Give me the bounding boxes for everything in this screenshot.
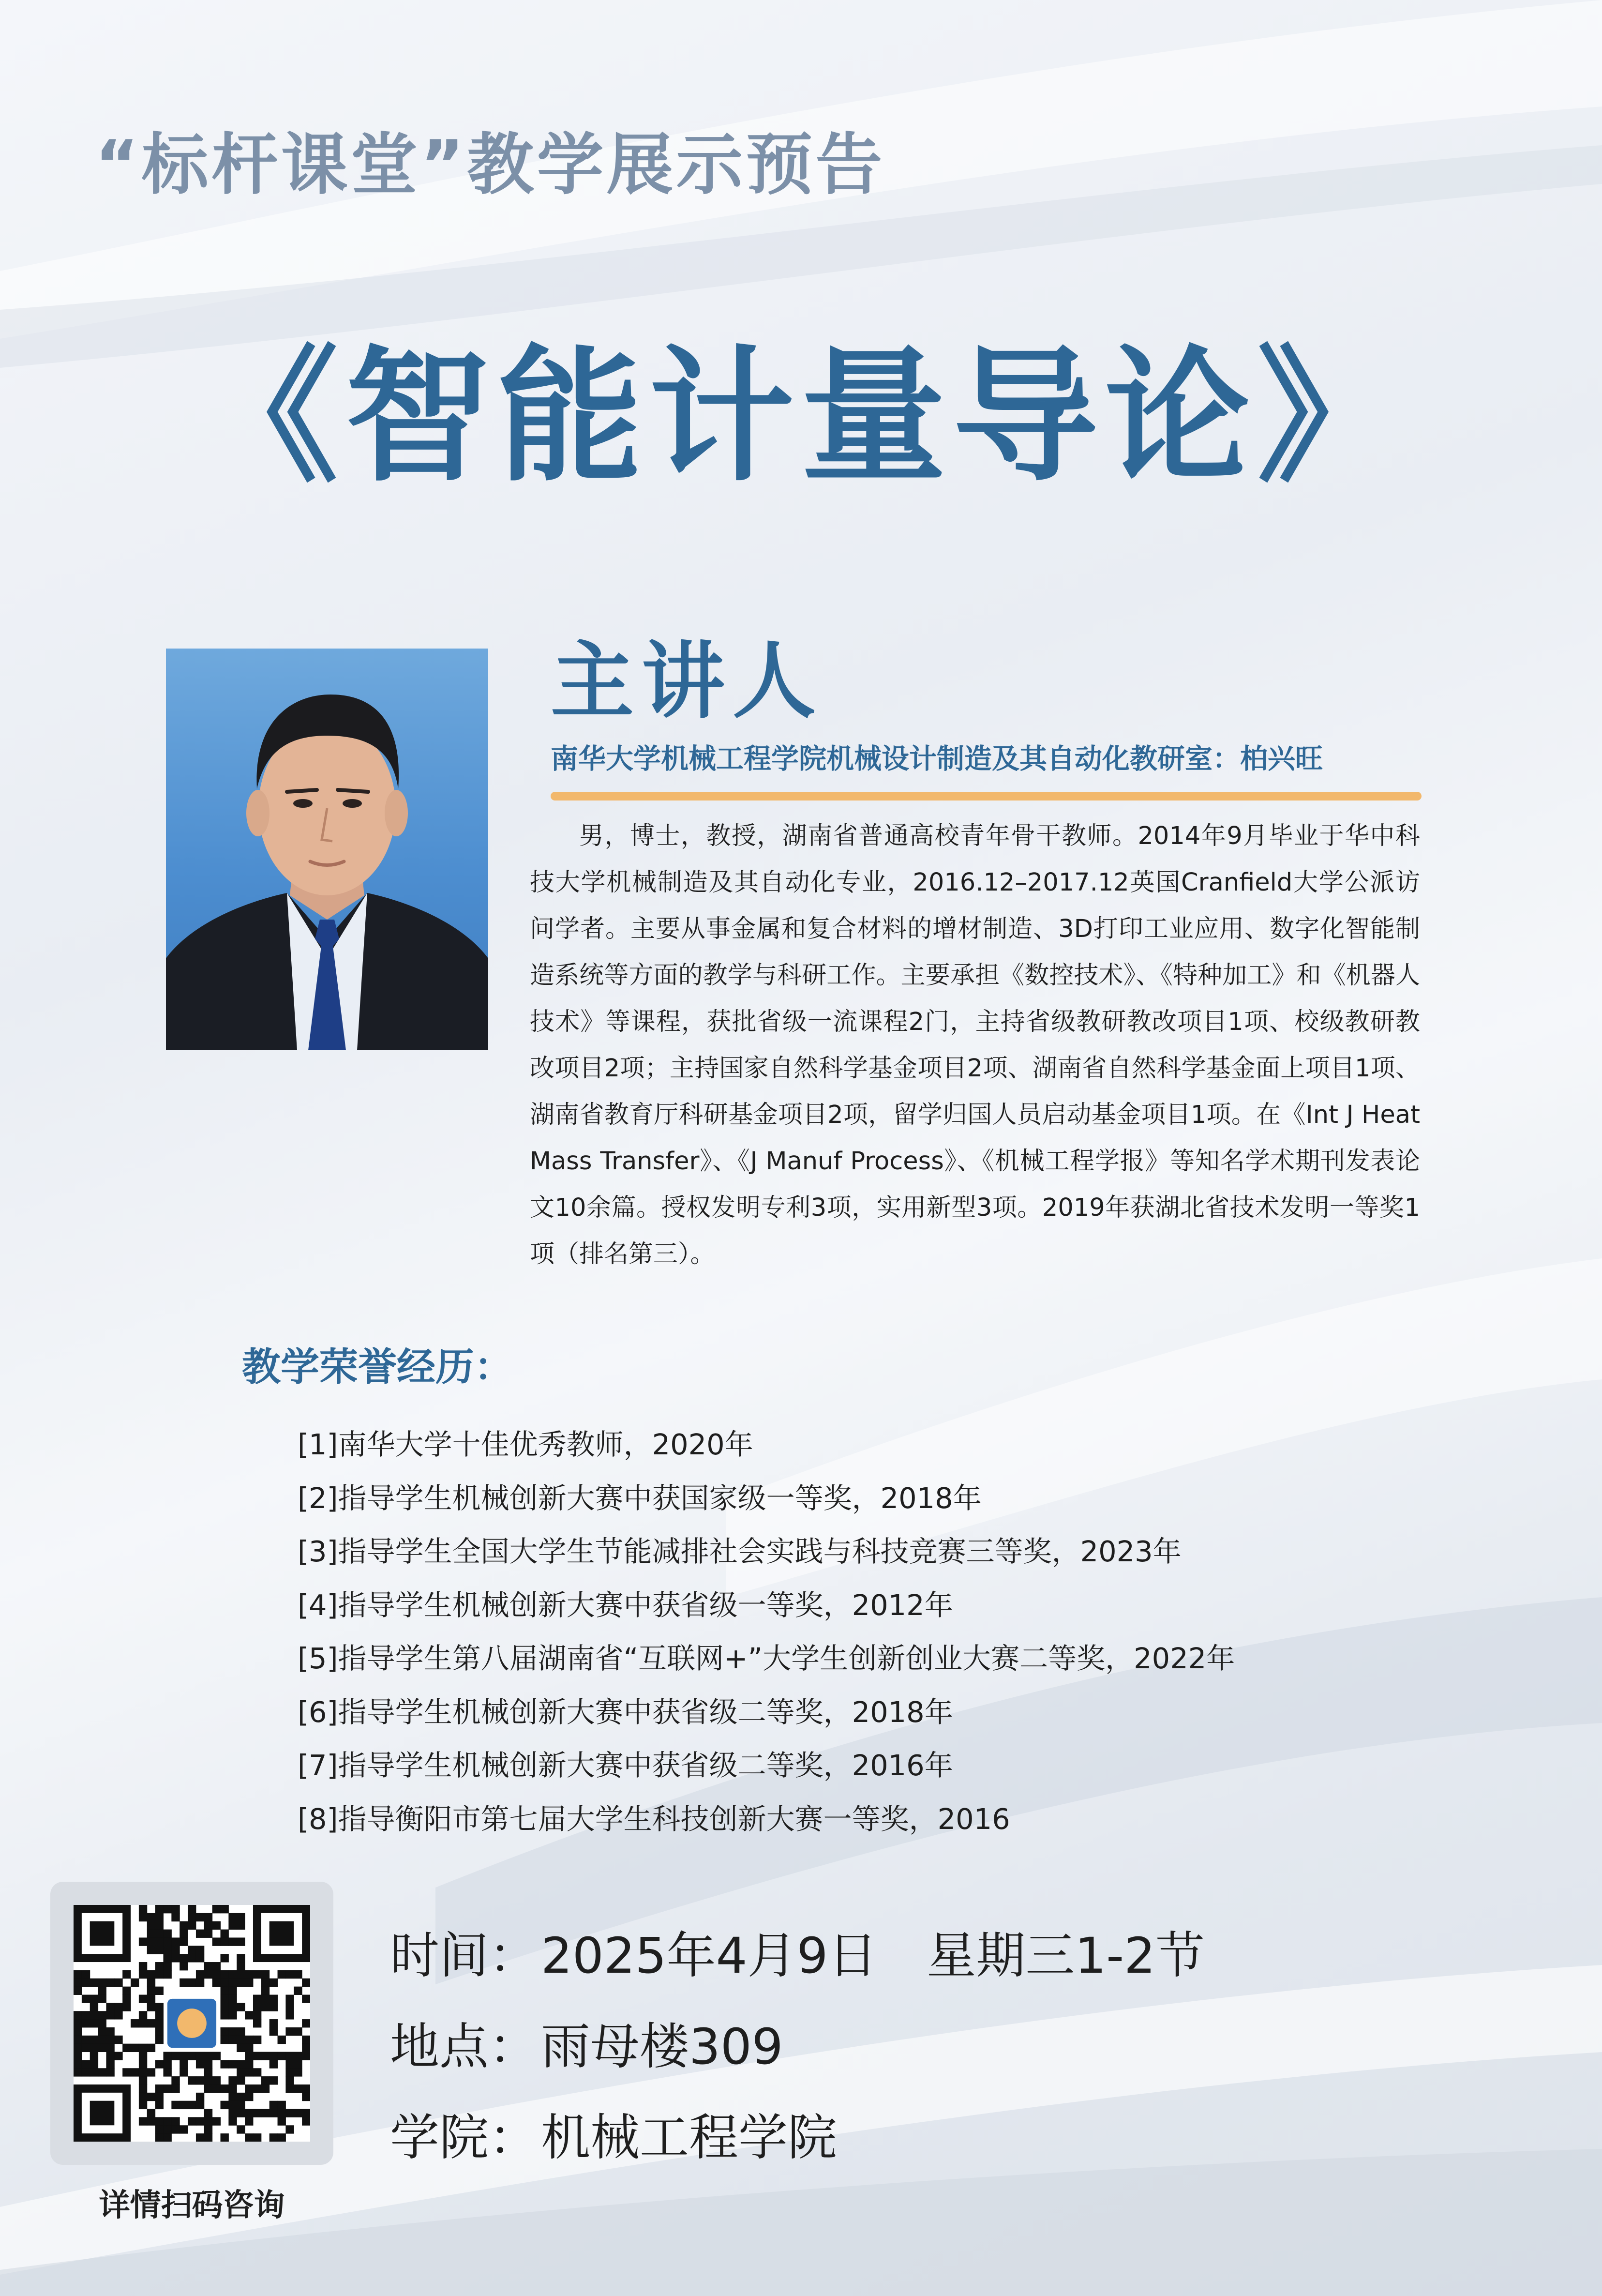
honor-item: [6]指导学生机械创新大赛中获省级二等奖，2018年 — [298, 1695, 953, 1729]
portrait-illustration — [166, 649, 488, 1050]
event-time — [390, 1917, 1205, 1987]
speaker-heading: 主讲人 — [551, 633, 823, 730]
place-label: 地点： — [390, 2018, 538, 2076]
honors-heading: 教学荣誉经历： — [242, 1344, 513, 1390]
honor-item: [7]指导学生机械创新大赛中获省级二等奖，2016年 — [298, 1749, 953, 1782]
qr-code-icon — [74, 1905, 310, 2142]
time-value: 2025年4月9日 星期三1-2节 — [541, 1927, 1205, 1985]
qr-code-card[interactable] — [50, 1882, 333, 2165]
honor-item: [3]指导学生全国大学生节能减排社会实践与科技竞赛三等奖，2023年 — [298, 1535, 1182, 1568]
event-school — [390, 2099, 837, 2169]
series-title: “标杆课堂”教学展示预告 — [95, 126, 885, 204]
honor-item: [4]指导学生机械创新大赛中获省级一等奖，2012年 — [298, 1588, 953, 1622]
speaker-photo — [166, 649, 488, 1050]
honor-item: [1]南华大学十佳优秀教师，2020年 — [298, 1428, 753, 1461]
school-value: 机械工程学院 — [541, 2109, 837, 2167]
orange-divider — [551, 792, 1422, 801]
time-label: 时间： — [390, 1927, 538, 1985]
speaker-bio: 男，博士，教授，湖南省普通高校青年骨干教师。2014年9月毕业于华中科技大学机械制造及其自动化专业，2016.12–2017.12英国Cranfield大学公派访问学者。主要从事金属和复合材料的增材制造、3D打印工业应用、数字化智能制造系统等方面的教学与科研工作。主要承担《数控技术》、《特种加工》和《机器人技术》等课程，获批省级一流课程2门，主持省级教研教改项目1项、校级教研教改项目2项；主持国家自然科学基金项目2项、湖南省自然科学基金面上项目1项、湖南省教育厅科研基金项目2项，留学归国人员启动基金项目1项。在《Int J Heat Mass Transfer》、《J Manuf Process》、《机械工程学报》等知名学术期刊发表论文10余篇。授权发明专利3项，实用新型3项。2019年获湖北省技术发明一等奖1项（排名第三）。 — [530, 822, 1420, 1269]
honor-item: [2]指导学生机械创新大赛中获国家级一等奖，2018年 — [298, 1481, 982, 1515]
speaker-affiliation: 南华大学机械工程学院机械设计制造及其自动化教研室：柏兴旺 — [551, 743, 1323, 775]
honor-item: [8]指导衡阳市第七届大学生科技创新大赛一等奖，2016 — [298, 1802, 1010, 1836]
event-place — [390, 2008, 783, 2078]
honor-item: [5]指导学生第八届湖南省“互联网+”大学生创新创业大赛二等奖，2022年 — [298, 1642, 1235, 1675]
honors-list — [298, 1418, 1235, 1846]
course-title: 《智能计量导论》 — [193, 332, 1409, 501]
school-label: 学院： — [390, 2109, 538, 2167]
qr-caption: 详情扫码咨询 — [99, 2188, 285, 2223]
place-value: 雨母楼309 — [541, 2018, 783, 2076]
